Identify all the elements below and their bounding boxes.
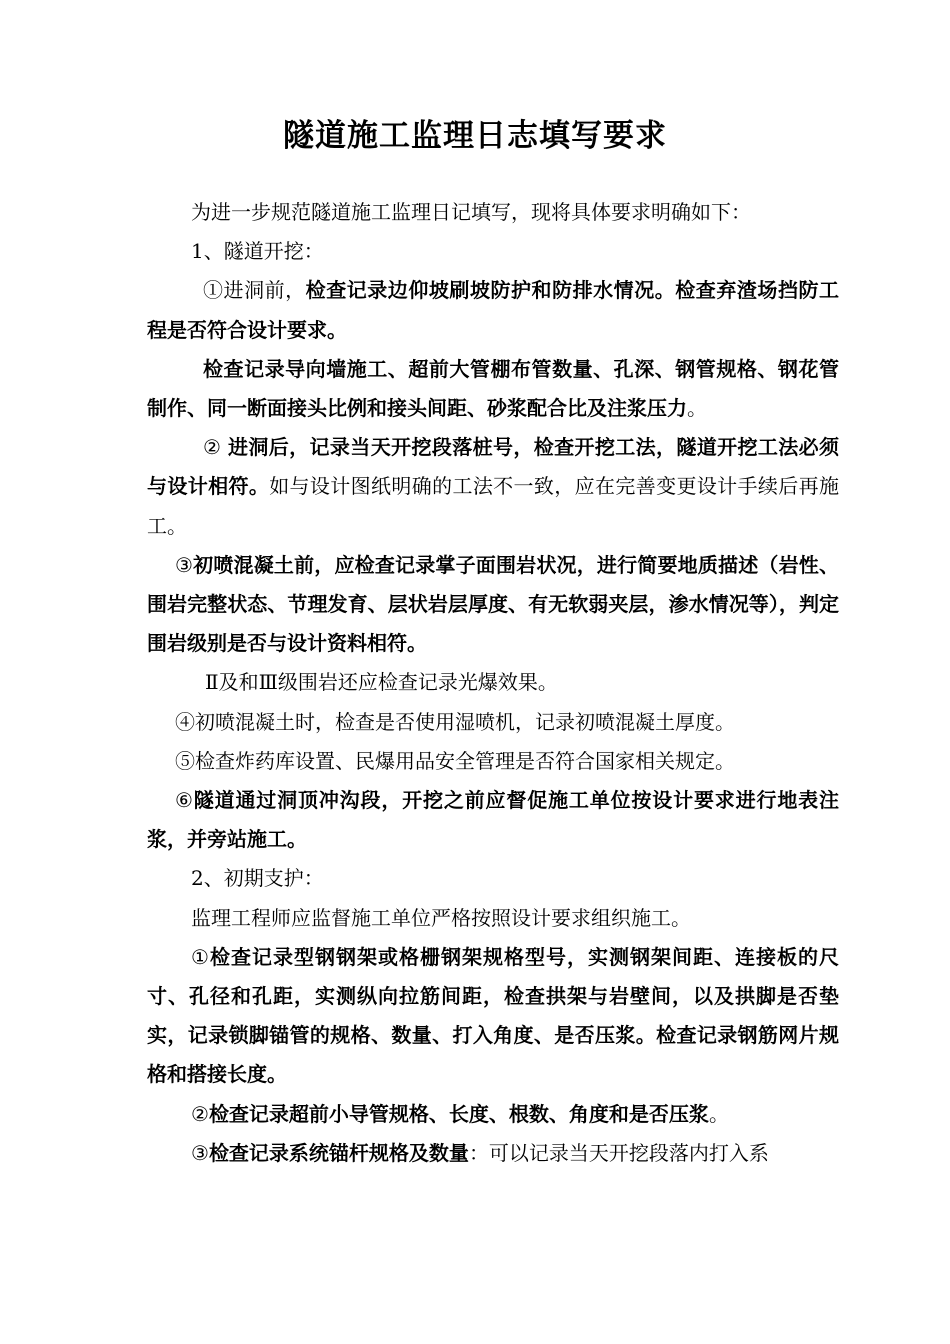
item-bold-text: 进洞后，记录当天开挖段落桩号，检查开挖工法，隧道开挖工法必须与设计相符。 xyxy=(147,435,839,499)
item-bold-text: 隧道通过洞顶冲沟段，开挖之前应督促施工单位按设计要求进行地表注浆，并旁站施工。 xyxy=(147,788,840,852)
item-prefix: ③ xyxy=(175,552,194,577)
item-rest-text: ⑤检查炸药库设置、民爆用品安全管理是否符合国家相关规定。 xyxy=(175,748,735,773)
item-rest-text: ④初喷混凝土时，检查是否使用湿喷机，记录初喷混凝土厚度。 xyxy=(175,709,735,734)
excavation-item-1 xyxy=(147,271,839,349)
item-rest-text: ：可以记录当天开挖段落内打入系 xyxy=(468,1140,769,1165)
intro-paragraph: 为进一步规范隧道施工监理日记填写，现将具体要求明确如下： xyxy=(191,200,751,224)
excavation-item-1b xyxy=(147,350,839,428)
item-prefix: ⑥ xyxy=(175,788,194,813)
item-prefix: ② xyxy=(191,1101,209,1126)
item-prefix: ① xyxy=(191,944,210,969)
item-bold-text: 检查记录边仰坡刷坡防护和防排水情况。检查弃渣场挡防工程是否符合设计要求。 xyxy=(147,278,840,342)
item-prefix: ② xyxy=(203,435,229,460)
excavation-item-3 xyxy=(147,546,839,664)
document-body xyxy=(147,193,839,1173)
excavation-item-4 xyxy=(147,703,839,742)
item-bold-text: 检查记录系统锚杆规格及数量 xyxy=(208,1140,469,1165)
initial-support-intro: 监理工程师应监督施工单位严格按照设计要求组织施工。 xyxy=(191,905,691,930)
excavation-item-6 xyxy=(147,781,839,859)
excavation-item-2 xyxy=(147,428,839,546)
item-rest-text: 。 xyxy=(708,1101,729,1126)
item-prefix: ③ xyxy=(191,1140,209,1165)
item-bold-text: 检查记录导向墙施工、超前大管棚布管数量、孔深、钢管规格、钢花管制作、同一断面接头比例和接头间距、砂浆配合比及注浆压力 xyxy=(147,356,839,421)
excavation-item-5 xyxy=(147,742,839,781)
support-item-1 xyxy=(147,938,839,1095)
item-bold-text: 检查记录超前小导管规格、长度、根数、角度和是否压浆 xyxy=(208,1101,709,1126)
item-prefix: ①进洞前， xyxy=(203,278,306,303)
item-bold-text: 检查记录型钢钢架或格栅钢架规格型号，实测钢架间距、连接板的尺寸、孔径和孔距，实测纵向拉筋间距，检查拱架与岩壁间，以及拱脚是否垫实，记录锁脚锚管的规格、数量、打入角度、是否压浆。检查记录钢筋网片规格和搭接长度。 xyxy=(147,944,839,1087)
section-heading-initial-support: 2、初期支护： xyxy=(191,866,324,891)
support-item-2 xyxy=(147,1095,839,1134)
excavation-item-3-note xyxy=(147,663,839,702)
item-rest-text: 如与设计图纸明确的工法不一致，应在完善变更设计手续后再施工。 xyxy=(147,474,840,538)
section-heading-excavation: 1、隧道开挖： xyxy=(191,239,324,264)
document-title: 隧道施工监理日志填写要求 xyxy=(283,118,667,154)
item-rest-text: 。 xyxy=(687,396,707,421)
support-item-3 xyxy=(147,1134,839,1173)
item-bold-text: 初喷混凝土前，应检查记录掌子面围岩状况，进行简要地质描述（岩性、围岩完整状态、节理发育、层状岩层厚度、有无软弱夹层，渗水情况等），判定围岩级别是否与设计资料相符。 xyxy=(147,552,839,656)
item-rest-text: Ⅱ及和Ⅲ级围岩还应检查记录光爆效果。 xyxy=(205,670,558,695)
